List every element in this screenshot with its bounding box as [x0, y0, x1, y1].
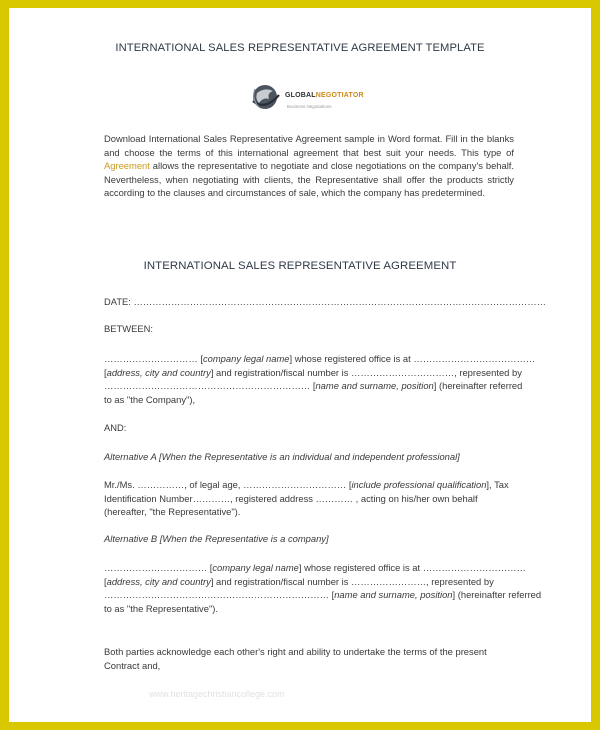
between-label: BETWEEN:	[104, 323, 153, 334]
alt-a-line-1: Mr./Ms. ……………, of legal age, …………………………… [include professional qualification], Tax	[104, 479, 509, 490]
alternative-a-block	[104, 478, 514, 519]
and-label: AND:	[104, 422, 127, 433]
company-line-1: ………………………… [company legal name] whose registered office is at …………………………………	[104, 353, 536, 364]
company-line-3: ………………………………………………………… [name and surname, position] (hereinafter referred	[104, 380, 523, 392]
closing-line-1: Both parties acknowledge each other's right and ability to undertake the terms of the present	[104, 646, 487, 657]
logo-wordmark: GLOBALNEGOTIATOR	[285, 92, 364, 99]
company-logo	[247, 79, 377, 115]
document-page	[9, 8, 591, 722]
alternative-a-label: Alternative A [When the Representative is an individual and independent professional]	[104, 451, 460, 462]
company-line-4: to as "the Company"),	[104, 393, 196, 405]
alt-b-line-1: …………………………… [company legal name] whose registered office is at ……………………………	[104, 562, 526, 573]
date-line: DATE: ……………………………………………………………………………………………………………………	[104, 296, 547, 307]
alternative-b-block	[104, 561, 542, 615]
globe-logo-icon	[247, 79, 283, 115]
alt-a-line-3: (hereafter, "the Representative").	[104, 506, 241, 518]
alt-a-line-2: Identification Number…………, registered address ………… , acting on his/her own behalf	[104, 492, 478, 504]
closing-line-2: Contract and,	[104, 659, 161, 671]
agreement-title: INTERNATIONAL SALES REPRESENTATIVE AGREEMENT	[143, 260, 457, 272]
company-party-block	[104, 352, 536, 406]
alt-b-line-3: ……………………………………………………………… [name and surname, position] (hereinafter referred	[104, 589, 542, 601]
document-title: INTERNATIONAL SALES REPRESENTATIVE AGREEMENT TEMPLATE	[115, 42, 485, 54]
company-line-2: [address, city and country] and registration/fiscal number is ……………………………, represented by	[104, 366, 522, 378]
agreement-link[interactable]: Agreement	[104, 160, 150, 172]
alt-b-line-2: [address, city and country] and registration/fiscal number is ……………………, represented by	[104, 575, 494, 587]
intro-paragraph: Download International Sales Representative Agreement sample in Word format. Fill in the blanks and choose the terms of this international agreement that best suit your needs. This type of Agreement allows the representative to negotiate and close negotiations on the company's behalf. Nevertheless, when negotiating with clients, the Representative shall offer the products strictly according to the clauses and circumstances of sale, which the company has predetermined.	[104, 133, 514, 199]
alternative-b-label: Alternative B [When the Representative is a company]	[104, 533, 329, 544]
closing-paragraph	[104, 645, 514, 672]
logo-tagline: Business Negotiations	[287, 104, 332, 109]
watermark-text: www.heritagechristiancollege.com	[149, 689, 285, 699]
alt-b-line-4: to as "the Representative").	[104, 602, 219, 614]
